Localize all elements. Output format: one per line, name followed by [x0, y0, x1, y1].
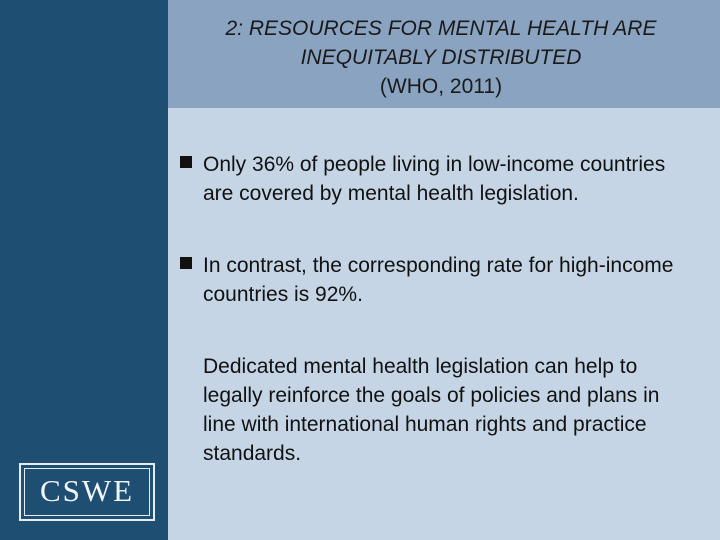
body-paragraph: Dedicated mental health legislation can help to legally reinforce the goals of policies and plans in line with international human rights and practice standards. — [203, 355, 660, 465]
logo-text: CSWE — [39, 473, 135, 508]
slide-title — [168, 14, 714, 101]
title-line-1: 2: RESOURCES FOR MENTAL HEALTH ARE — [225, 17, 657, 40]
bullet-item — [176, 150, 696, 208]
slide-content — [176, 150, 696, 468]
bullet-text: Only 36% of people living in low-income countries are covered by mental health legislation. — [203, 153, 666, 205]
cswe-logo — [19, 463, 155, 521]
title-line-2: INEQUITABLY DISTRIBUTED — [300, 46, 582, 69]
sidebar-panel — [0, 0, 168, 540]
title-line-3: (WHO, 2011) — [379, 75, 503, 98]
square-bullet-icon — [180, 156, 192, 168]
square-bullet-icon — [180, 257, 192, 269]
bullet-item — [176, 251, 696, 309]
bullet-text: In contrast, the corresponding rate for high-income countries is 92%. — [203, 254, 674, 306]
